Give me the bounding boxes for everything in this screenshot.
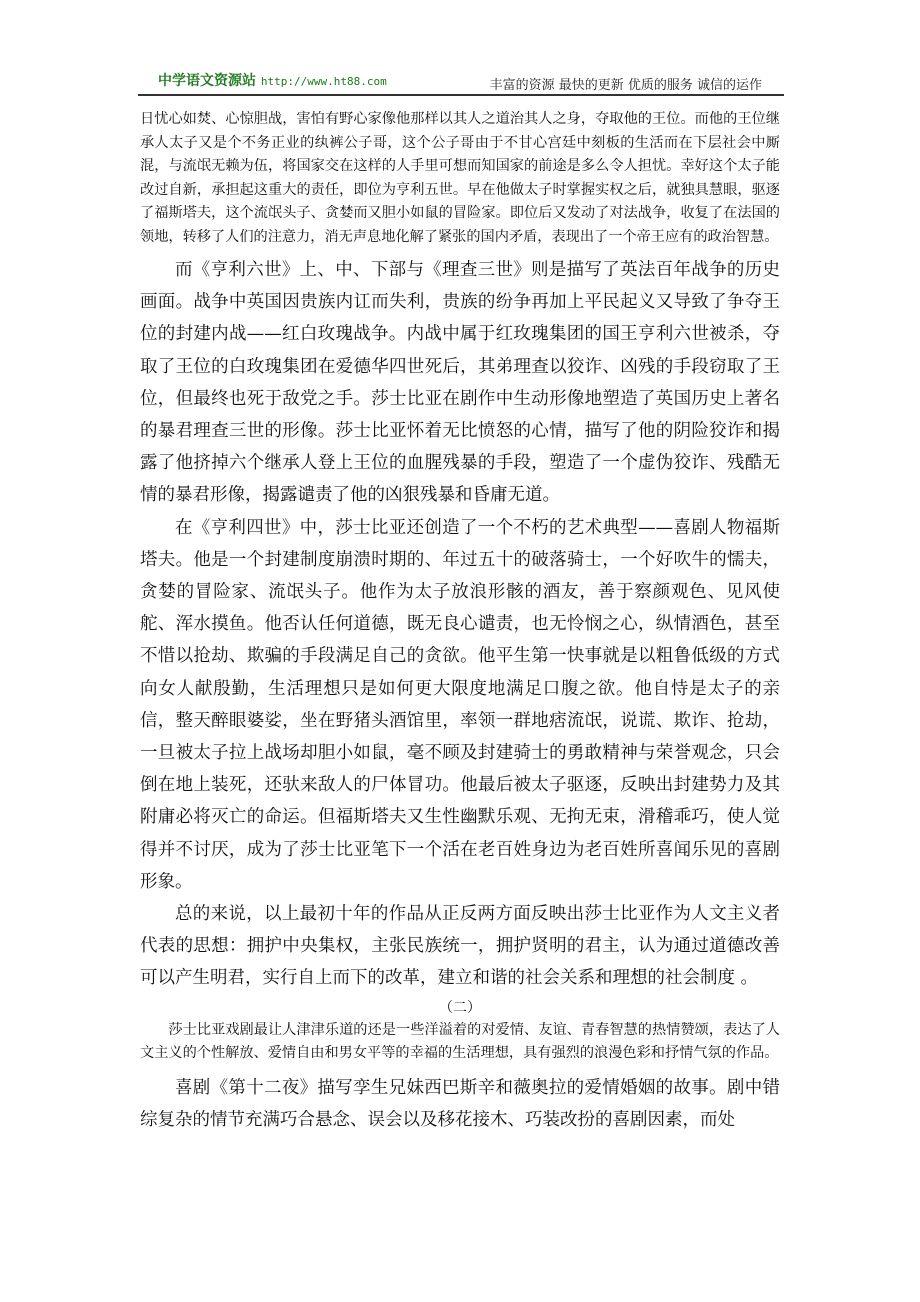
paragraph-3: 在《亨利四世》中，莎士比亚还创造了一个不朽的艺术典型——喜剧人物福斯塔夫。他是一个封建制度崩溃时期的、年过五十的破落骑士，一个好吹牛的懦夫，贪婪的冒险家、流氓头子。他作为太子放浪形骸的酒友，善于察颜观色、见风使舵、浑水摸鱼。他否认任何道德，既无良心谴责，也无怜悯之心，纵情酒色，甚至不惜以抢劫、欺骗的手段满足自己的贪欲。他平生第一快事就是以粗鲁低级的方式向女人献殷勤，生活理想只是如何更大限度地满足口腹之欲。他自恃是太子的亲信，整天醉眼婆娑，坐在野猪头酒馆里，率领一群地痞流氓，说谎、欺诈、抢劫，一旦被太子拉上战场却胆小如鼠，毫不顾及封建骑士的勇敢精神与荣誉观念，只会倒在地上装死，还驮来敌人的尸体冒功。他最后被太子驱逐，反映出封建势力及其附庸必将灭亡的命运。但福斯塔夫又生性幽默乐观、无拘无束，滑稽乖巧，使人觉得并不讨厌，成为了莎士比亚笔下一个活在老百姓身边为老百姓所喜闻乐见的喜剧形象。	[140, 517, 780, 892]
document-body	[140, 108, 780, 1136]
site-logo	[158, 70, 387, 90]
paragraph-6: 喜剧《第十二夜》描写孪生兄妹西巴斯辛和薇奥拉的爱情婚姻的故事。剧中错综复杂的情节充满巧合悬念、误会以及移花接木、巧装改扮的喜剧因素，而处	[140, 1077, 780, 1130]
paragraph-5: 莎士比亚戏剧最让人津津乐道的还是一些洋溢着的对爱情、友谊、青春智慧的热情赞颂，表达了人文主义的个性解放、爱情自由和男女平等的幸福的生活理想，具有强烈的浪漫色彩和抒情气氛的作品。	[140, 1021, 780, 1062]
site-url[interactable]: http://www.ht88.com	[260, 75, 387, 88]
header-slogan: 丰富的资源 最快的更新 优质的服务 诚信的运作	[489, 78, 762, 93]
section-heading: （二）	[439, 999, 481, 1016]
paragraph-2: 而《亨利六世》上、中、下部与《理查三世》则是描写了英法百年战争的历史画面。战争中英国因贵族内讧而失利，贵族的纷争再加上平民起义又导致了争夺王位的封建内战——红白玫瑰战争。内战中属于红玫瑰集团的国王亨利六世被杀，夺取了王位的白玫瑰集团在爱德华四世死后，其弟理查以狡诈、凶残的手段窃取了王位，但最终也死于敌党之手。莎士比亚在剧作中生动形像地塑造了英国历史上著名的暴君理查三世的形像。莎士比亚怀着无比愤怒的心情，描写了他的阴险狡诈和揭露了他挤掉六个继承人登上王位的血腥残暴的手段，塑造了一个虚伪狡诈、残酷无情的暴君形像，揭露谴责了他的凶狠残暴和昏庸无道。	[140, 260, 780, 506]
page-header	[138, 66, 784, 96]
paragraph-4: 总的来说，以上最初十年的作品从正反两方面反映出莎士比亚作为人文主义者代表的思想：拥护中央集权，主张民族统一，拥护贤明的君主，认为通过道德改善可以产生明君，实行自上而下的改革，建立和谐的社会关系和理想的社会制度 。	[140, 904, 780, 989]
paragraph-1: 日忧心如焚、心惊胆战，害怕有野心家像他那样以其人之道治其人之身，夺取他的王位。而他的王位继承人太子又是个不务正业的纨裤公子哥，这个公子哥由于不甘心宫廷中刻板的生活而在下层社会中厮混，与流氓无赖为伍，将国家交在这样的人手里可想而知国家的前途是多么令人担忧。幸好这个太子能改过自新，承担起这重大的责任，即位为亨利五世。早在他做太子时掌握实权之后，就独具慧眼，驱逐了福斯塔夫，这个流氓头子、贪婪而又胆小如鼠的冒险家。即位后又发动了对法战争，收复了在法国的领地，转移了人们的注意力，消无声息地化解了紧张的国内矛盾，表现出了一个帝王应有的政治智慧。	[140, 111, 780, 245]
logo-text: 中学语文资源站	[158, 73, 256, 89]
